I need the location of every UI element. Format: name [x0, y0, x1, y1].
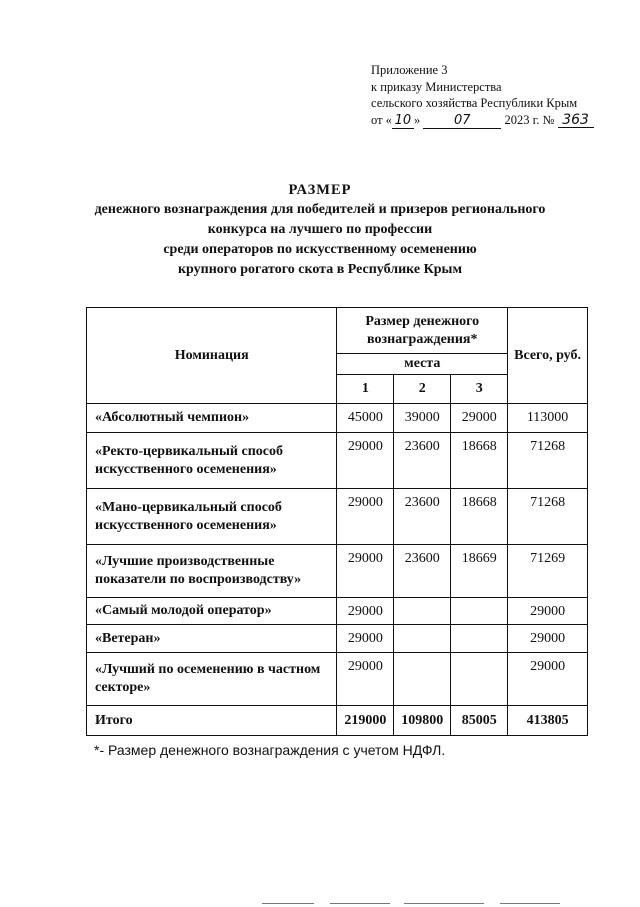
date-day: 10 — [392, 114, 414, 129]
scan-artifact — [500, 903, 560, 904]
row-place-1: 29000 — [337, 433, 394, 489]
row-place-2: 23600 — [394, 545, 451, 598]
row-place-2 — [394, 625, 451, 653]
title-line-1: денежного вознаграждения для победителей и призеров регионального — [94, 202, 546, 217]
row-total: 71268 — [508, 433, 588, 489]
row-nomination: «Абсолютный чемпион» — [87, 404, 337, 433]
row-total: 71269 — [508, 545, 588, 598]
row-total: 71268 — [508, 489, 588, 545]
header-nomination: Номинация — [87, 308, 337, 404]
order-number: 363 — [558, 113, 594, 128]
row-place-1: 29000 — [337, 598, 394, 625]
header-total: Всего, руб. — [508, 308, 588, 404]
row-place-1: 45000 — [337, 404, 394, 433]
row-total: 29000 — [508, 598, 588, 625]
row-place-2 — [394, 598, 451, 625]
row-place-3 — [451, 625, 508, 653]
scan-artifact — [404, 903, 484, 904]
title-line-3: среди операторов по искусственному осеменению — [163, 242, 477, 257]
title-line-4: крупного рогатого скота в Республике Крым — [177, 262, 463, 277]
header-award-size: Размер денежного вознаграждения* — [337, 308, 508, 354]
row-place-3 — [451, 653, 508, 706]
row-place-2: 39000 — [394, 404, 451, 433]
row-place-1: 29000 — [337, 545, 394, 598]
row-place-3: 18668 — [451, 433, 508, 489]
row-nomination: Итого — [87, 706, 337, 736]
date-month: 07 — [423, 114, 501, 129]
row-total: 29000 — [508, 625, 588, 653]
document-title — [0, 180, 640, 280]
table-row — [87, 404, 588, 433]
appendix-line-3: сельского хозяйства Республики Крым — [371, 96, 578, 110]
row-place-1: 219000 — [337, 706, 394, 736]
row-place-1: 29000 — [337, 489, 394, 545]
scan-artifact — [330, 903, 390, 904]
header-places: места — [337, 354, 508, 375]
date-day-close: » — [413, 112, 421, 127]
table-row — [87, 598, 588, 625]
title-line-0: РАЗМЕР — [288, 182, 352, 198]
row-place-3: 18668 — [451, 489, 508, 545]
row-nomination: «Лучший по осеменению в частном секторе» — [87, 653, 337, 706]
row-place-3: 18669 — [451, 545, 508, 598]
footnote: *- Размер денежного вознаграждения с учетом НДФЛ. — [94, 742, 446, 758]
table-row — [87, 433, 588, 489]
header-place-2: 2 — [394, 375, 451, 404]
row-total: 113000 — [508, 404, 588, 433]
appendix-date-line — [371, 112, 594, 129]
row-total: 29000 — [508, 653, 588, 706]
row-nomination: «Самый молодой оператор» — [87, 598, 337, 625]
row-place-2: 23600 — [394, 433, 451, 489]
appendix-header — [371, 62, 594, 129]
row-nomination: «Лучшие производственные показатели по воспроизводству» — [87, 545, 337, 598]
row-place-3: 85005 — [451, 706, 508, 736]
row-nomination: «Мано-цервикальный способ искусственного осеменения» — [87, 489, 337, 545]
row-place-3: 29000 — [451, 404, 508, 433]
row-place-2: 23600 — [394, 489, 451, 545]
appendix-line-1: Приложение 3 — [371, 63, 448, 77]
row-place-3 — [451, 598, 508, 625]
row-place-1: 29000 — [337, 625, 394, 653]
date-prefix: от « — [371, 112, 392, 127]
award-table — [86, 307, 588, 736]
title-line-2: конкурса на лучшего по профессии — [207, 222, 433, 237]
row-nomination: «Ректо-цервикальный способ искусственного осеменения» — [87, 433, 337, 489]
header-place-3: 3 — [451, 375, 508, 404]
header-place-1: 1 — [337, 375, 394, 404]
row-total: 413805 — [508, 706, 588, 736]
row-place-1: 29000 — [337, 653, 394, 706]
row-place-2: 109800 — [394, 706, 451, 736]
table-row — [87, 625, 588, 653]
appendix-line-2: к приказу Министерства — [371, 79, 502, 94]
row-nomination: «Ветеран» — [87, 625, 337, 653]
table-row — [87, 489, 588, 545]
table-row — [87, 653, 588, 706]
table-row-total — [87, 706, 588, 736]
date-year: 2023 г. № — [504, 112, 555, 127]
row-place-2 — [394, 653, 451, 706]
table-row — [87, 545, 588, 598]
scan-artifact — [262, 903, 314, 904]
